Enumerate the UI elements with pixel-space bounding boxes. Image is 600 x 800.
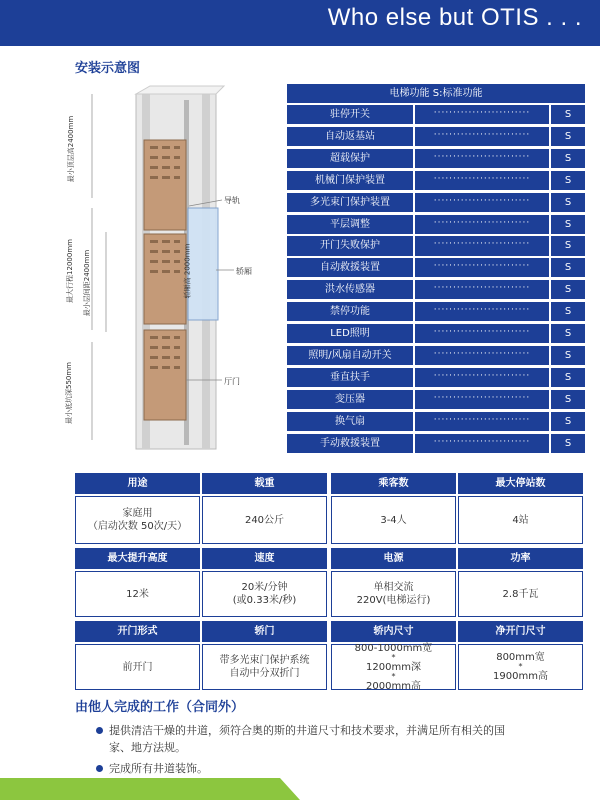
dot-leader: ························· [415,302,549,321]
spec-value [331,644,456,690]
spec-value-line: * [391,671,396,681]
dot-leader: ························· [415,215,549,234]
spec-value-line: 单相交流 [373,582,414,593]
spec-value-line: (或0.33米/秒) [232,595,297,606]
min-floor-height-label: 最小层间距2400mm [83,249,92,317]
spec-value [458,571,583,617]
function-name: 禁停功能 [287,302,413,321]
spec-value-line: 800mm宽 [496,652,545,663]
standard-flag: S [551,258,585,277]
function-name: 垂直扶手 [287,368,413,387]
dot-leader: ························· [415,105,549,124]
spec-value [75,644,200,690]
standard-flag: S [551,434,585,453]
standard-flag: S [551,105,585,124]
function-name: 自动救援装置 [287,258,413,277]
dot-leader: ························· [415,390,549,409]
dot-leader: ························· [415,127,549,146]
corner-decoration [0,778,300,800]
bullet-text: 完成所有井道装饰。 [109,762,208,775]
spec-value-line: 20米/分钟 [241,582,288,593]
hall-door-bottom [144,330,186,420]
spec-value [202,644,327,690]
spec-value [331,496,456,544]
dot-leader: ························· [415,434,549,453]
function-row [287,280,585,299]
spec-value-line: 2.8千瓦 [502,588,539,600]
others-title: 由他人完成的工作（合同外） [75,700,245,715]
functions-header: 电梯功能 S:标准功能 [287,84,585,103]
function-row [287,324,585,343]
spec-value-line: 240公斤 [244,514,285,526]
standard-flag: S [551,193,585,212]
function-name: 平层调整 [287,215,413,234]
spec-value [202,571,327,617]
dot-leader: ························· [415,149,549,168]
function-name: LED照明 [287,324,413,343]
function-row [287,302,585,321]
standard-flag: S [551,302,585,321]
spec-header: 速度 [202,548,327,569]
spec-value [331,571,456,617]
spec-value-line: 自动中分双折门 [229,668,300,679]
spec-header: 用途 [75,473,200,494]
spec-value-line: （启动次数 50次/天） [87,521,188,532]
function-name: 照明/风扇自动开关 [287,346,413,365]
bullet-icon [96,727,103,734]
spec-header: 最大停站数 [458,473,583,494]
function-row [287,193,585,212]
installation-diagram [64,80,282,452]
spec-header: 最大提升高度 [75,548,200,569]
hall-door-label: 厅门 [224,377,240,386]
spec-header: 净开门尺寸 [458,621,583,642]
guide-rail-label: 导轨 [224,196,240,205]
function-row [287,434,585,453]
dot-leader: ························· [415,412,549,431]
spec-header: 轿门 [202,621,327,642]
car-height-label: 轿厢高 2000mm [183,243,192,299]
standard-flag: S [551,215,585,234]
min-top-floor-label: 最小顶层高2400mm [67,115,76,183]
spec-header: 电源 [331,548,456,569]
standard-flag: S [551,412,585,431]
dot-leader: ························· [415,346,549,365]
spec-value-line: 12米 [126,588,149,600]
standard-flag: S [551,127,585,146]
function-row [287,171,585,190]
dot-leader: ························· [415,324,549,343]
function-row [287,346,585,365]
spec-value-line: 2000mm高 [366,680,421,692]
function-name: 超载保护 [287,149,413,168]
dot-leader: ························· [415,193,549,212]
spec-header: 功率 [458,548,583,569]
standard-flag: S [551,171,585,190]
spec-value-line: 4站 [512,514,529,526]
function-name: 多光束门保护装置 [287,193,413,212]
standard-flag: S [551,390,585,409]
function-name: 换气扇 [287,412,413,431]
function-row [287,412,585,431]
installation-title: 安装示意图 [75,61,141,76]
standard-flag: S [551,346,585,365]
function-name: 洪水传感器 [287,280,413,299]
spec-value-line: 带多光束门保护系统 [219,655,310,666]
standard-flag: S [551,149,585,168]
function-name: 驻停开关 [287,105,413,124]
header-bar [0,0,600,46]
spec-value [458,644,583,690]
standard-flag: S [551,368,585,387]
spec-value [458,496,583,544]
standard-flag: S [551,280,585,299]
spec-value [75,571,200,617]
car-label: 轿厢 [236,267,252,276]
dot-leader: ························· [415,280,549,299]
standard-flag: S [551,324,585,343]
spec-value-line: 3-4人 [380,514,407,526]
function-name: 变压器 [287,390,413,409]
function-row [287,127,585,146]
function-row [287,105,585,124]
max-travel-label: 最大行程12000mm [65,239,74,303]
dot-leader: ························· [415,171,549,190]
dot-leader: ························· [415,236,549,255]
function-row [287,258,585,277]
spec-value [202,496,327,544]
spec-header: 乘客数 [331,473,456,494]
brand-tagline: Who else but OTIS . . . [327,4,582,31]
spec-value [75,496,200,544]
bullet-text: 提供清洁干燥的井道，须符合奥的斯的井道尺寸和技术要求，并满足所有相关的国 家、地方法规。 [109,724,505,754]
function-name: 机械门保护装置 [287,171,413,190]
spec-value-line: 前开门 [122,661,153,673]
function-name: 自动返基站 [287,127,413,146]
spec-value-line: 800-1000mm宽 [354,642,433,654]
dot-leader: ························· [415,258,549,277]
function-row [287,215,585,234]
function-name: 手动救援装置 [287,434,413,453]
function-name: 开门失败保护 [287,236,413,255]
function-row [287,149,585,168]
spec-value-line: 家庭用 [122,508,153,519]
spec-header: 载重 [202,473,327,494]
function-row [287,368,585,387]
hall-door-top [144,140,186,230]
min-pit-label: 最小底坑深550mm [65,362,73,424]
function-row [287,390,585,409]
spec-header: 轿内尺寸 [331,621,456,642]
spec-value-line: 220V(电梯运行) [356,595,431,606]
spec-value-line: 1200mm深 [366,661,421,673]
spec-value-line: 1900mm高 [493,671,548,682]
spec-value-line: * [518,662,523,671]
function-row [287,236,585,255]
standard-flag: S [551,236,585,255]
bullet-icon [96,765,103,772]
spec-value-line: * [391,652,396,662]
spec-header: 开门形式 [75,621,200,642]
hall-door-middle [144,234,186,324]
dot-leader: ························· [415,368,549,387]
